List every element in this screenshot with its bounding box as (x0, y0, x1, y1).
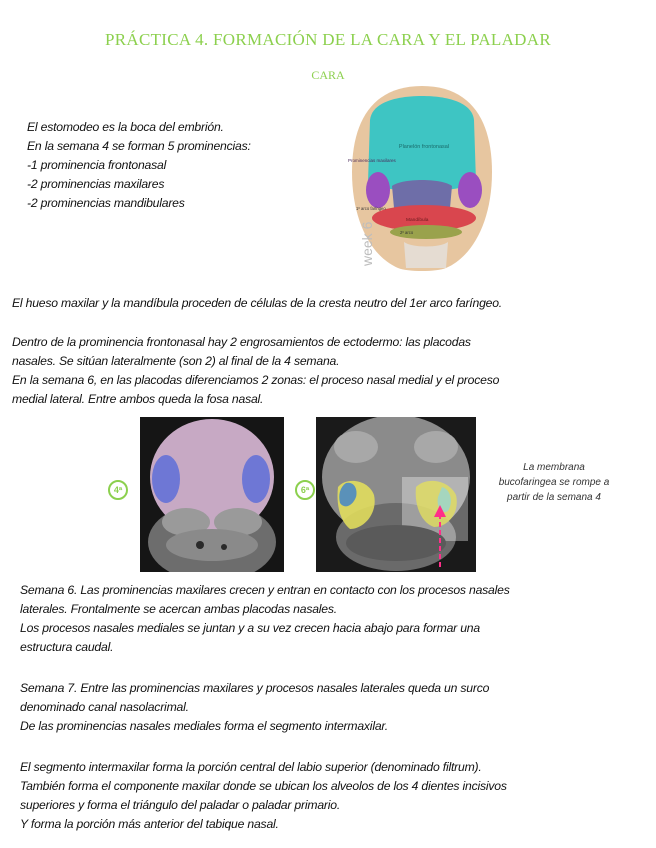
label-arco2: 2º arco (400, 230, 414, 235)
paragraph-line: El segmento intermaxilar forma la porción central del labio superior (denominado filtrum). (20, 760, 482, 774)
embryo-week6-image (316, 417, 476, 572)
intro-text (27, 118, 251, 213)
label-frontonasal: Planelón frontonasal (398, 144, 450, 150)
paragraph-line: estructura caudal. (20, 640, 114, 654)
paragraph-hueso-maxilar (12, 294, 502, 313)
label-maxilar: Prominencias maxilares (348, 158, 396, 163)
paragraph-line: En la semana 6, en las placodas diferenciamos 2 zonas: el proceso nasal medial y el proceso (12, 373, 500, 387)
maxillary-prominence-right (458, 172, 482, 208)
paragraph-line: nasales. Se sitúan lateralmente (son 2) al final de la 4 semana. (12, 354, 340, 368)
paragraph-line: superiores y forma el triángulo del paladar o paladar primario. (20, 798, 341, 812)
paragraph-line: Semana 6. Las prominencias maxilares crecen y entran en contacto con los procesos nasales (20, 583, 510, 597)
label-mandibula: Mandíbula (406, 218, 429, 223)
paragraph-semana-7 (20, 679, 489, 736)
week-6-badge: 6ª (295, 480, 315, 500)
paragraph-line: medial lateral. Entre ambos queda la fosa nasal. (12, 392, 264, 406)
paragraph-line: De las prominencias nasales mediales forma el segmento intermaxilar. (20, 719, 388, 733)
nasal-placode-right (242, 455, 270, 503)
intro-line: En la semana 4 se forman 5 prominencias: (27, 139, 251, 153)
paragraph-line: Los procesos nasales mediales se juntan y a su vez crecen hacia abajo para formar una (20, 621, 480, 635)
intro-line: El estomodeo es la boca del embrión. (27, 120, 224, 134)
nasal-placode-left (152, 455, 180, 503)
embryo-week4-image (140, 417, 284, 572)
caption-line: La membrana (523, 462, 585, 473)
paragraph-line: Y forma la porción más anterior del tabique nasal. (20, 817, 279, 831)
page-title: PRÁCTICA 4. FORMACIÓN DE LA CARA Y EL PALADAR (105, 30, 551, 49)
embryo-face-diagram (342, 82, 502, 272)
intro-line: -2 prominencias maxilares (27, 177, 165, 191)
paragraph-line: El hueso maxilar y la mandíbula proceden de células de la cresta neutro del 1er arco faríngeo. (12, 296, 502, 310)
paragraph-line: denominado canal nasolacrimal. (20, 700, 189, 714)
paragraph-line: Semana 7. Entre las prominencias maxilares y procesos nasales laterales queda un surco (20, 681, 490, 695)
label-week: week 6 (359, 221, 375, 266)
caption-line: partir de la semana 4 (507, 492, 601, 503)
paragraph-placodas (12, 333, 499, 409)
paragraph-line: laterales. Frontalmente se acercan ambas placodas nasales. (20, 602, 337, 616)
caption-line: bucofaringea se rompe a (498, 477, 610, 488)
section-subtitle: CARA (311, 68, 345, 82)
label-arco1: 1º arco faríngeo (356, 206, 386, 211)
intro-line: -1 prominencia frontonasal (27, 158, 167, 172)
paragraph-line: Dentro de la prominencia frontonasal hay 2 engrosamientos de ectodermo: las placodas (12, 335, 471, 349)
week-4-badge: 4ª (108, 480, 128, 500)
intro-line: -2 prominencias mandibulares (27, 196, 185, 210)
paragraph-line: También forma el componente maxilar donde se ubican los alveolos de los 4 dientes incisivos (20, 779, 507, 793)
maxillary-prominence-left (366, 172, 390, 208)
paragraph-semana-6 (20, 581, 510, 657)
membrane-caption (478, 460, 630, 505)
paragraph-segmento-intermaxilar (20, 758, 507, 834)
